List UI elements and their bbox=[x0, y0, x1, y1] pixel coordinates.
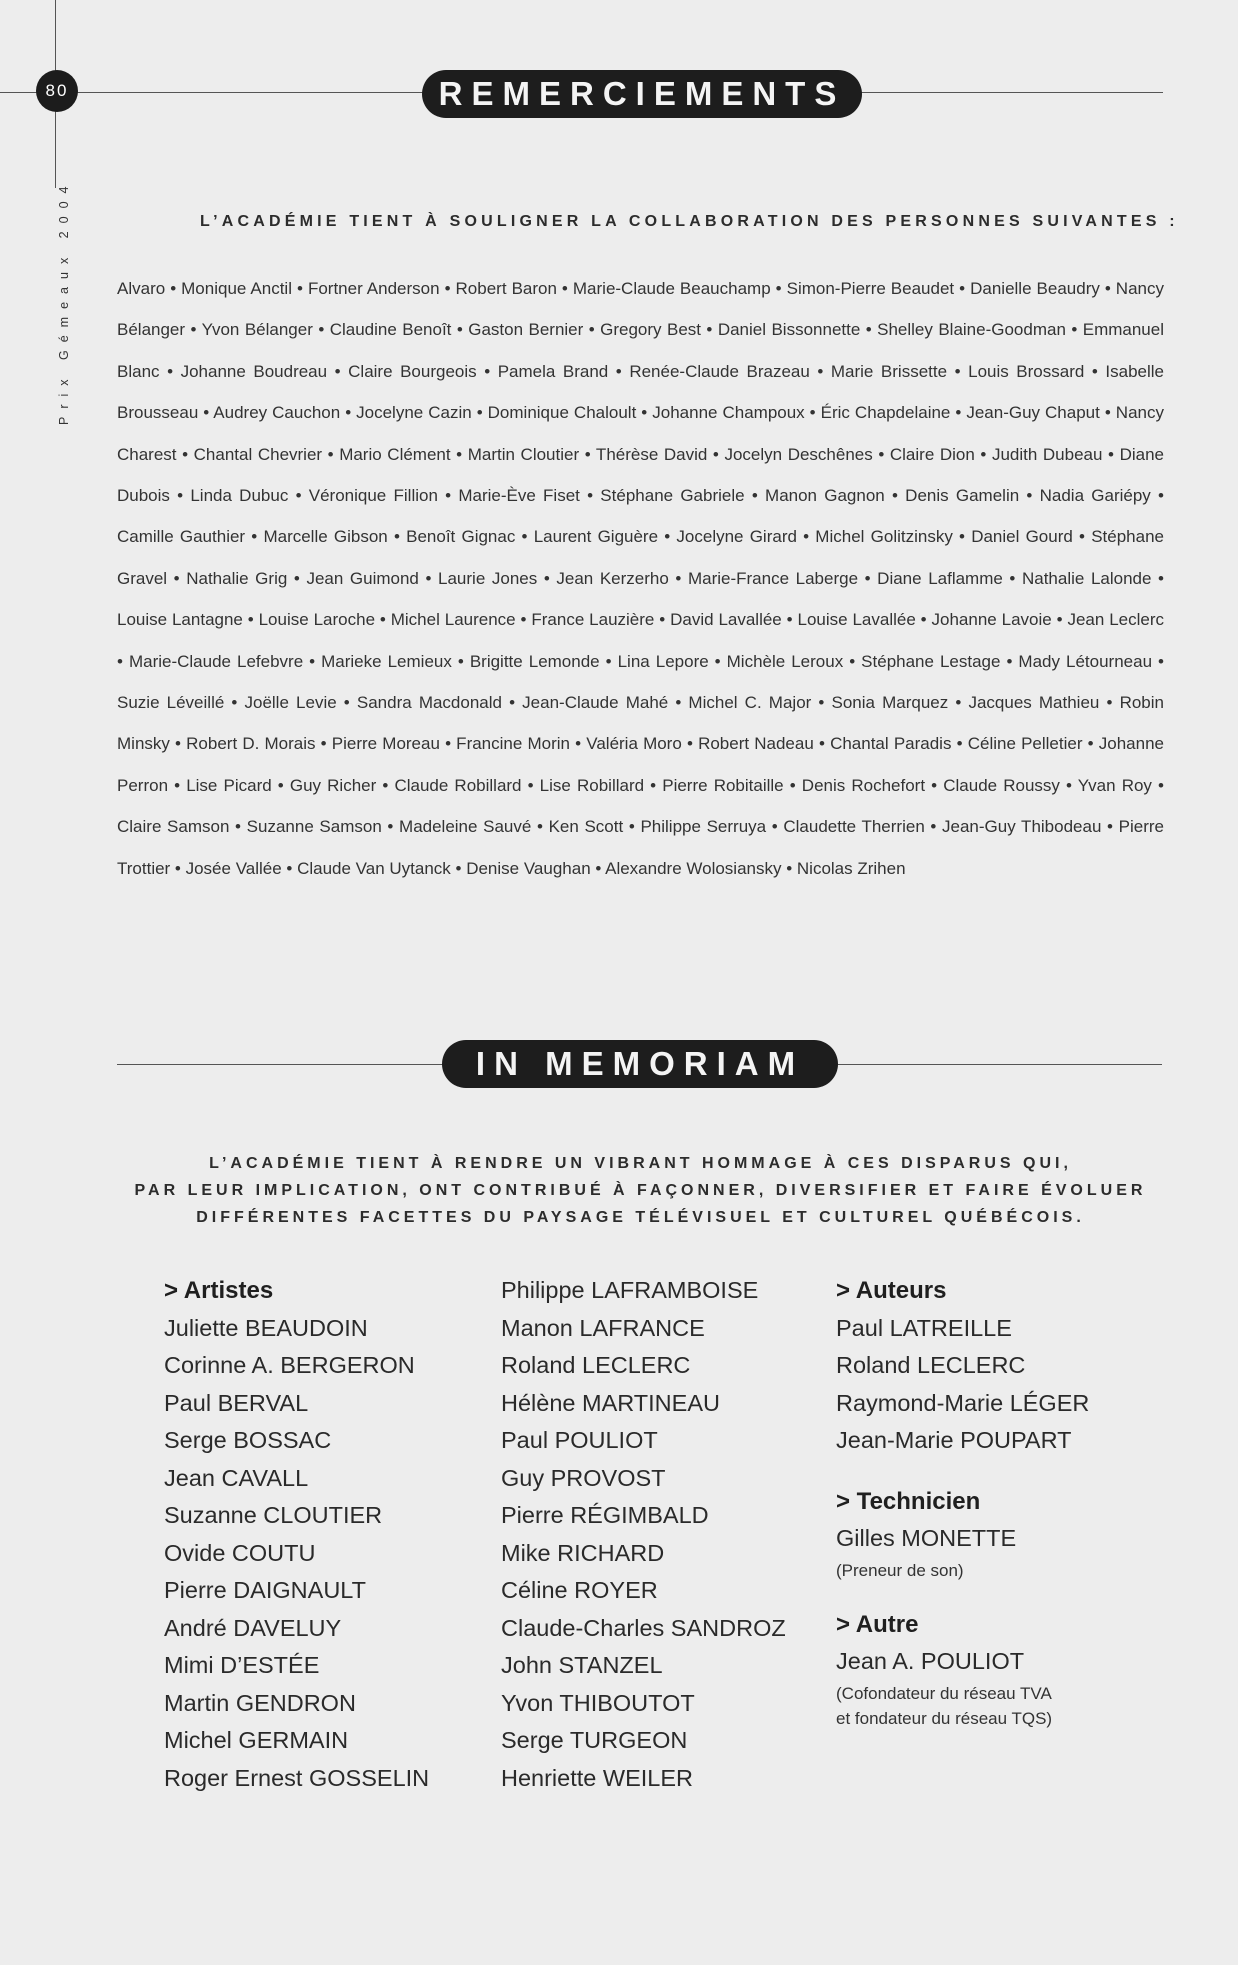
artistes-heading: > Artistes bbox=[164, 1277, 274, 1304]
memoriam-tribute bbox=[117, 1150, 1164, 1231]
side-running-label: Prix Gémeaux 2004 bbox=[57, 178, 71, 425]
other-name: Jean A. POULIOT bbox=[836, 1648, 1025, 1674]
artist-name: Juliette BEAUDOIN bbox=[164, 1314, 368, 1341]
page-number-badge: 80 bbox=[36, 70, 78, 112]
artist-name: Pierre DAIGNAULT bbox=[164, 1577, 366, 1603]
artist-name: Martin GENDRON bbox=[164, 1689, 356, 1716]
artist-name: Michel GERMAIN bbox=[164, 1727, 349, 1753]
other-role-line: (Cofondateur du réseau TVA bbox=[836, 1683, 1052, 1703]
acknowledged-names: Alvaro • Monique Anctil • Fortner Anderson • Robert Baron • Marie-Claude Beauchamp • Simon-Pierre Beaudet • Danielle Beaudry • Nancy Bélanger • Yvon Bélanger • Claudine Benoît • Gaston Bernier • Gregory Best • Daniel Bissonnette • Shelley Blaine-Goodman • Emmanuel Blanc • Johanne Boudreau • Claire Bourgeois • Pamela Brand • Renée-Claude Brazeau • Marie Brissette • Louis Brossard • Isabelle Brousseau • Audrey Cauchon • Jocelyne Cazin • Dominique Chaloult • Johanne Champoux • Éric Chapdelaine • Jean-Guy Chaput • Nancy Charest • Chantal Chevrier • Mario Clément • Martin Cloutier • Thérèse David • Jocelyn Deschênes • Claire Dion • Judith Dubeau • Diane Dubois • Linda Dubuc • Véronique Fillion • Marie-Ève Fiset • Stéphane Gabriele • Manon Gagnon • Denis Gamelin • Nadia Gariépy • Camille Gauthier • Marcelle Gibson • Benoît Gignac • Laurent Giguère • Jocelyne Girard • Michel Golitzinsky • Daniel Gourd • Stéphane Gravel • Nathalie Grig • Jean Guimond • Laurie Jones • Jean Kerzerho • Marie-France Laberge • Diane Laflamme • Nathalie Lalonde • Louise Lantagne • Louise Laroche • Michel Laurence • France Lauzière • David Lavallée • Louise Lavallée • Johanne Lavoie • Jean Leclerc • Marie-Claude Lefebvre • Marieke Lemieux • Brigitte Lemonde • Lina Lepore • Michèle Leroux • Stéphane Lestage • Mady Létourneau • Suzie Léveillé • Joëlle Levie • Sandra Macdonald • Jean-Claude Mahé • Michel C. Major • Sonia Marquez • Jacques Mathieu • Robin Minsky • Robert D. Morais • Pierre Moreau • Francine Morin • Valéria Moro • Robert Nadeau • Chantal Paradis • Céline Pelletier • Johanne Perron • Lise Picard • Guy Richer • Claude Robillard • Lise Robillard • Pierre Robitaille • Denis Rochefort • Claude Roussy • Yvan Roy • Claire Samson • Suzanne Samson • Madeleine Sauvé • Ken Scott • Philippe Serruya • Claudette Therrien • Jean-Guy Thibodeau • Pierre Trottier • Josée Vallée • Claude Van Uytanck • Denise Vaughan • Alexandre Wolosiansky • Nicolas Zrihen bbox=[117, 279, 1164, 878]
auteurs-heading: > Auteurs bbox=[836, 1277, 947, 1304]
tribute-line: PAR LEUR IMPLICATION, ONT CONTRIBUÉ À FAÇONNER, DIVERSIFIER ET FAIRE ÉVOLUER bbox=[134, 1182, 1147, 1199]
memoriam-title: IN MEMORIAM bbox=[442, 1040, 838, 1088]
artist-name: Suzanne CLOUTIER bbox=[164, 1502, 383, 1528]
artistes-column-2 bbox=[501, 1272, 821, 1797]
artist-name: Guy PROVOST bbox=[501, 1464, 666, 1491]
author-name: Paul LATREILLE bbox=[836, 1314, 1012, 1341]
other-categories-column bbox=[836, 1272, 1156, 1731]
artist-name: Paul BERVAL bbox=[164, 1389, 309, 1416]
artist-name: Hélène MARTINEAU bbox=[501, 1389, 720, 1416]
artist-name: John STANZEL bbox=[501, 1652, 663, 1678]
artist-name: Ovide COUTU bbox=[164, 1539, 316, 1566]
artist-name: Serge TURGEON bbox=[501, 1727, 688, 1753]
artist-name: Roger Ernest GOSSELIN bbox=[164, 1764, 430, 1791]
artist-name: Mimi D’ESTÉE bbox=[164, 1652, 320, 1678]
artist-name: André DAVELUY bbox=[164, 1614, 342, 1641]
artist-name: Céline ROYER bbox=[501, 1577, 658, 1603]
artist-name: Henriette WEILER bbox=[501, 1764, 693, 1791]
technician-name: Gilles MONETTE bbox=[836, 1525, 1017, 1551]
autre-heading: > Autre bbox=[836, 1610, 919, 1638]
tribute-line: DIFFÉRENTES FACETTES DU PAYSAGE TÉLÉVISUEL ET CULTUREL QUÉBÉCOIS. bbox=[196, 1209, 1085, 1226]
remerciements-intro: L’ACADÉMIE TIENT À SOULIGNER LA COLLABORATION DES PERSONNES SUIVANTES : bbox=[200, 213, 1179, 230]
artist-name: Pierre RÉGIMBALD bbox=[501, 1502, 709, 1528]
artist-name: Philippe LAFRAMBOISE bbox=[501, 1277, 759, 1303]
artist-name: Jean CAVALL bbox=[164, 1464, 309, 1491]
artist-name: Roland LECLERC bbox=[501, 1352, 691, 1378]
artist-name: Yvon THIBOUTOT bbox=[501, 1689, 695, 1716]
author-name: Jean-Marie POUPART bbox=[836, 1427, 1072, 1453]
artist-name: Manon LAFRANCE bbox=[501, 1314, 705, 1341]
author-name: Raymond-Marie LÉGER bbox=[836, 1389, 1090, 1416]
artist-name: Corinne A. BERGERON bbox=[164, 1352, 415, 1378]
artist-name: Serge BOSSAC bbox=[164, 1427, 332, 1453]
artist-name: Paul POULIOT bbox=[501, 1427, 658, 1453]
tribute-line: L’ACADÉMIE TIENT À RENDRE UN VIBRANT HOMMAGE À CES DISPARUS QUI, bbox=[209, 1155, 1072, 1172]
technicien-heading: > Technicien bbox=[836, 1487, 981, 1515]
remerciements-title: REMERCIEMENTS bbox=[422, 70, 862, 118]
artist-name: Mike RICHARD bbox=[501, 1539, 665, 1566]
author-name: Roland LECLERC bbox=[836, 1352, 1026, 1378]
artist-name: Claude-Charles SANDROZ bbox=[501, 1614, 786, 1641]
artistes-column-1 bbox=[164, 1272, 484, 1797]
other-role-line: et fondateur du réseau TQS) bbox=[836, 1708, 1053, 1728]
technician-role: (Preneur de son) bbox=[836, 1560, 964, 1580]
